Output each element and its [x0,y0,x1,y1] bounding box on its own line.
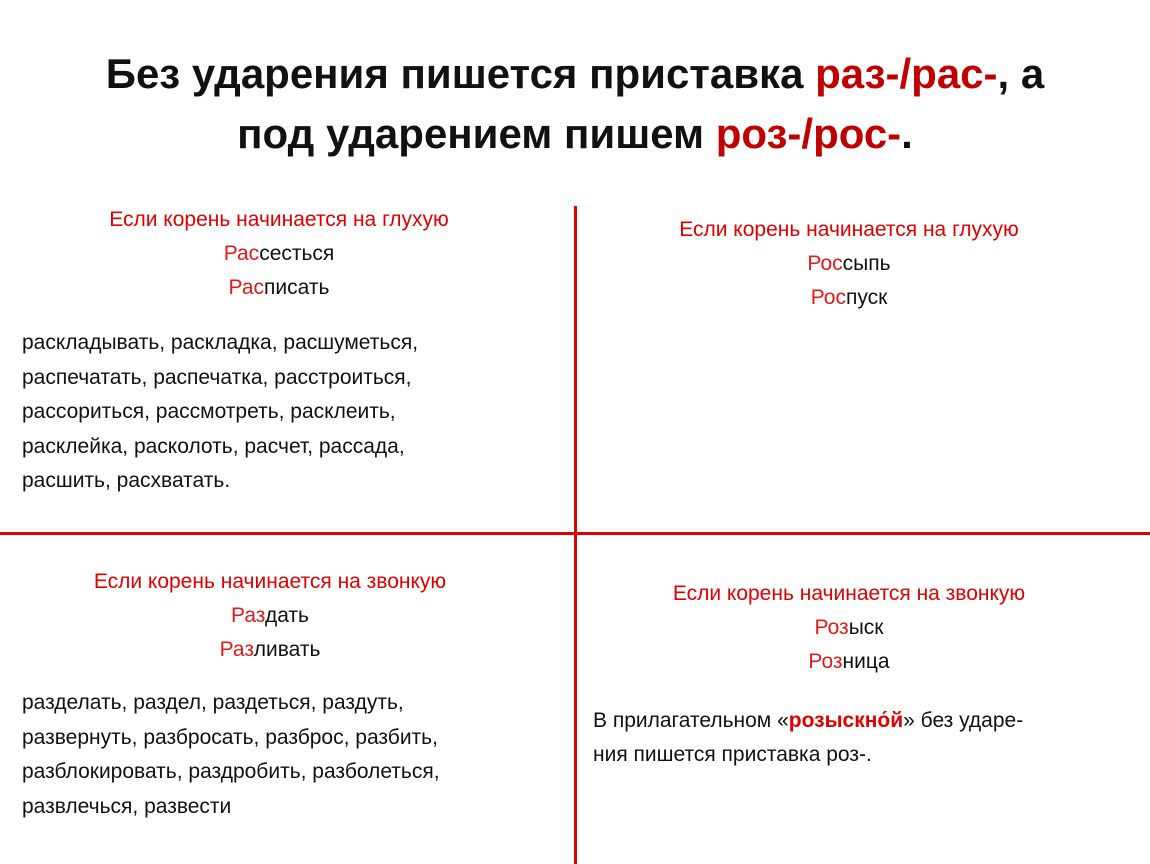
prefix: Рос [807,252,843,275]
q4-rule: Если корень начинается на звонкую [672,582,1026,605]
q1-example-2 [0,271,558,305]
title-prefix-roz-ros: роз-/рос- [715,110,902,157]
prefix: Роз [814,616,849,639]
q3-example-1 [0,599,540,633]
list-line: раскладывать, раскладка, расшуметься, [22,331,419,354]
prefix: Раз [219,638,254,661]
q2-header [577,213,1121,315]
list-line: разблокировать, раздробить, разболеться, [22,760,440,783]
note-text: В прилагательном « [593,709,789,732]
slide-title [0,44,1150,164]
word-rest: дать [264,604,309,627]
prefix: Рас [228,276,265,299]
q2-rule: Если корень начинается на глухую [679,218,1019,241]
prefix: Раз [231,604,265,627]
title-prefix-raz-ras: раз-/рас- [815,50,998,97]
word-rest: ыск [848,616,884,639]
word-rest: писать [264,276,330,299]
q3-rule: Если корень начинается на звонкую [93,570,447,593]
title-line-1 [0,44,1150,104]
word-rest: пуск [845,286,888,309]
prefix: Рос [810,286,846,309]
q4-example-1 [577,611,1121,645]
list-line: рассориться, рассмотреть, расклеить, [22,400,396,423]
list-line: разделать, раздел, раздеться, раздуть, [22,691,404,714]
title-line-2 [0,104,1150,164]
q2-example-1 [577,247,1121,281]
q2-example-2 [577,281,1121,315]
q1-example-1 [0,237,558,271]
q1-word-list [22,326,562,499]
word-rest: ливать [253,638,321,661]
q4-note [593,704,1138,772]
note-text: » без ударе- [903,709,1024,732]
list-line: распечатать, распечатка, расстроиться, [22,365,412,389]
q1-header [0,203,558,305]
q3-example-2 [0,633,540,667]
title-text: под ударением пишем [237,110,716,157]
word-rest: сесться [259,242,335,265]
note-line-1 [593,704,1138,738]
word-rest: сыпь [842,252,891,275]
q1-rule: Если корень начинается на глухую [109,208,449,231]
q4-header [577,577,1121,679]
title-text: . [901,110,913,157]
note-line-2: ния пишется приставка роз-. [593,743,872,766]
horizontal-divider [0,532,1150,535]
list-line: расшить, расхватать. [22,469,231,492]
q3-word-list [22,686,562,824]
q3-header [0,565,540,667]
title-text: , а [997,50,1045,97]
list-line: расклейка, расколоть, расчет, рассада, [22,434,405,458]
title-text: Без ударения пишется приставка [105,50,816,97]
list-line: развлечься, развести [22,794,232,818]
prefix: Рас [223,242,260,265]
list-line: развернуть, разбросать, разброс, разбить, [22,725,438,749]
q4-example-2 [577,645,1121,679]
note-highlight-word: розыскно́й [788,709,904,732]
word-rest: ница [842,650,890,673]
prefix: Роз [808,650,843,673]
